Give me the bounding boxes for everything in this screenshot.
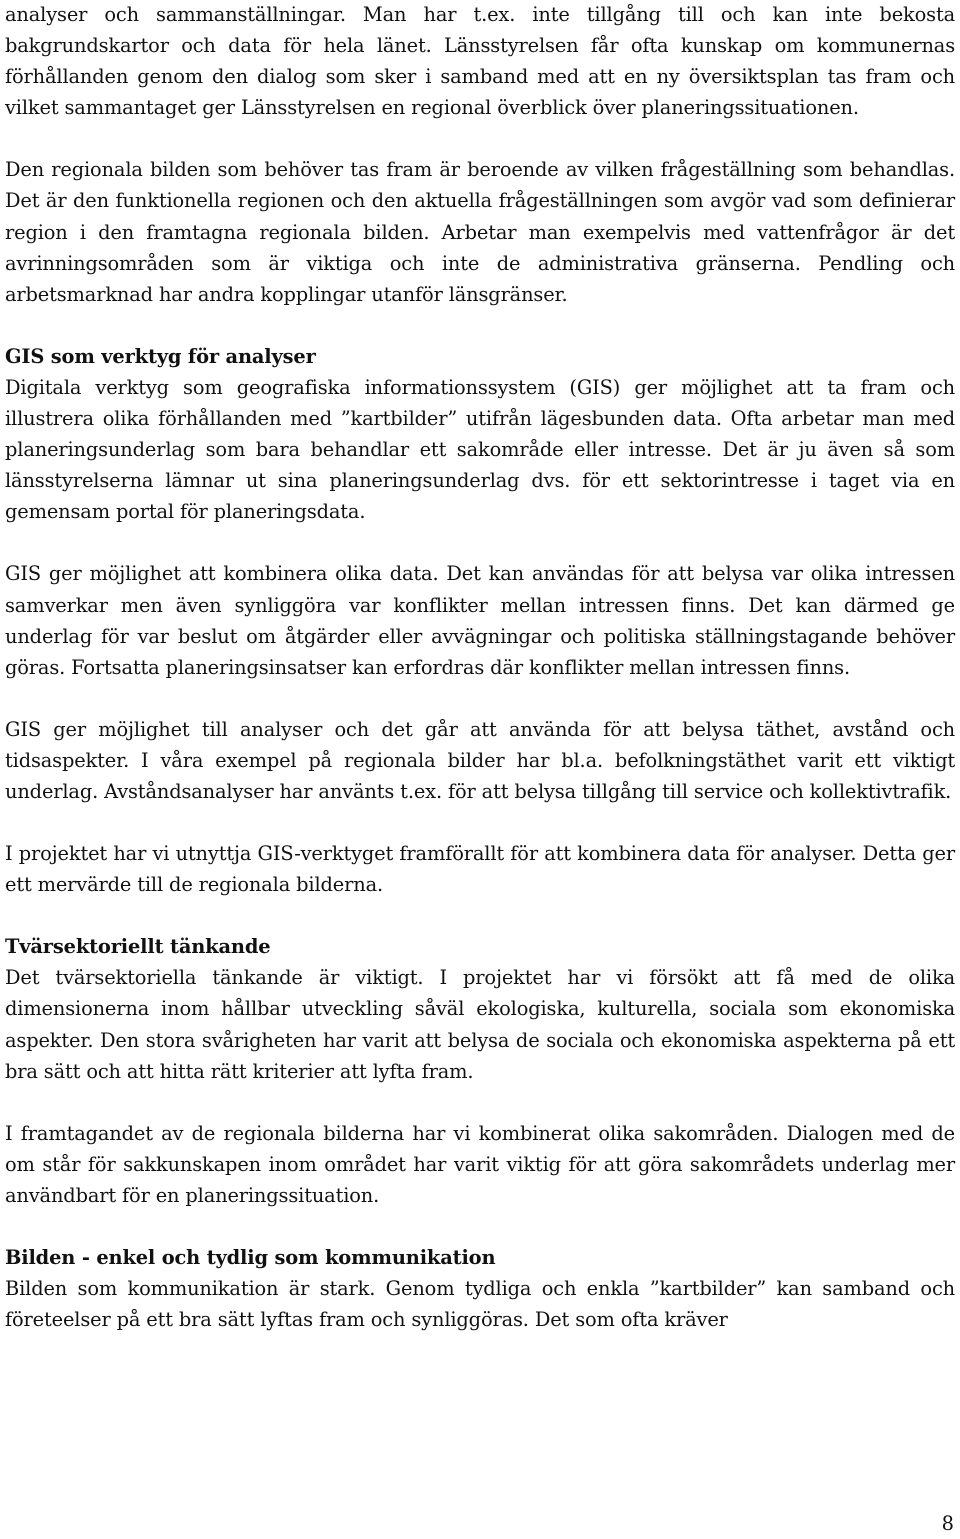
heading-cross-sectoral: Tvärsektoriellt tänkande [5,935,271,959]
heading-gis-tool: GIS som verktyg för analyser [5,344,316,368]
page-number: 8 [941,1512,954,1535]
paragraph-gis-combine-data: GIS ger möjlighet att kombinera olika data. Det kan användas för att belysa var olika intressen samverkar men även synliggöra var konflikter mellan intressen finns. Det kan därmed ge underlag för var beslut om åtgärder eller avvägningar och politiska ställningstagande behöver göras. Fortsatta planeringsinsatser kan erfordras där konflikter mellan intressen finns. [5,562,955,679]
paragraph-cross-sectoral: Det tvärsektoriella tänkande är viktigt. I projektet har vi försökt att få med de olika dimensionerna inom hållbar utveckling såväl ekologiska, kulturella, sociala som ekonomiska aspekter. Den stora svårigheten har varit att belysa de sociala och ekonomiska aspekterna på ett bra sätt och att hitta rätt kriterier att lyfta fram. [5,966,955,1083]
paragraph-gis-project: I projektet har vi utnyttja GIS-verktyget framförallt för att kombinera data för analyser. Detta ger ett mervärde till de regionala bilderna. [5,842,955,897]
document-page [5,0,955,1335]
paragraph-regional-picture: Den regionala bilden som behöver tas fram är beroende av vilken frågeställning som behandlas. Det är den funktionella regionen och den aktuella frågeställningen som avgör vad som definierar region i den framtagna regionala bilden. Arbetar man exempelvis med vattenfrågor är det avrinningsområden som är viktiga och inte de administrativa gränserna. Pendling och arbetsmarknad har andra kopplingar utanför länsgränser. [5,158,955,306]
paragraph-gis-analyses: GIS ger möjlighet till analyser och det går att använda för att belysa täthet, avstånd och tidsaspekter. I våra exempel på regionala bilder har bl.a. befolkningstäthet varit ett viktigt underlag. Avståndsanalyser har använts t.ex. för att belysa tillgång till service och kollektivtrafik. [5,717,955,803]
heading-image-communication: Bilden - enkel och tydlig som kommunikation [5,1246,496,1269]
paragraph-gis-digital-tools: Digitala verktyg som geografiska informationssystem (GIS) ger möjlighet att ta fram och illustrera olika förhållanden med ”kartbilder” utifrån lägesbunden data. Ofta arbetar man med planeringsunderlag som bara behandlar ett sakområde eller intresse. Det är ju även så som länsstyrelserna lämnar ut sina planeringsunderlag dvs. för ett sektorintresse i taget via en gemensam portal för planeringsdata. [5,375,955,524]
paragraph-intro-continued: analyser och sammanställningar. Man har t.ex. inte tillgång till och kan inte bekosta bakgrundskartor och data för hela länet. Länsstyrelsen får ofta kunskap om kommunernas förhållanden genom den dialog som sker i samband med att en ny översiktsplan tas fram och vilket sammantaget ger Länsstyrelsen en regional överblick över planeringssituationen. [5,3,955,120]
paragraph-regional-images-combined: I framtagandet av de regionala bilderna har vi kombinerat olika sakområden. Dialogen med de om står för sakkunskapen inom området har varit viktig för att göra sakområdets underlag mer användbart för en planeringssituation. [5,1121,955,1207]
paragraph-image-communication: Bilden som kommunikation är stark. Genom tydliga och enkla ”kartbilder” kan samband och företeelser på ett bra sätt lyftas fram och synliggöras. Det som ofta kräver [5,1277,955,1332]
